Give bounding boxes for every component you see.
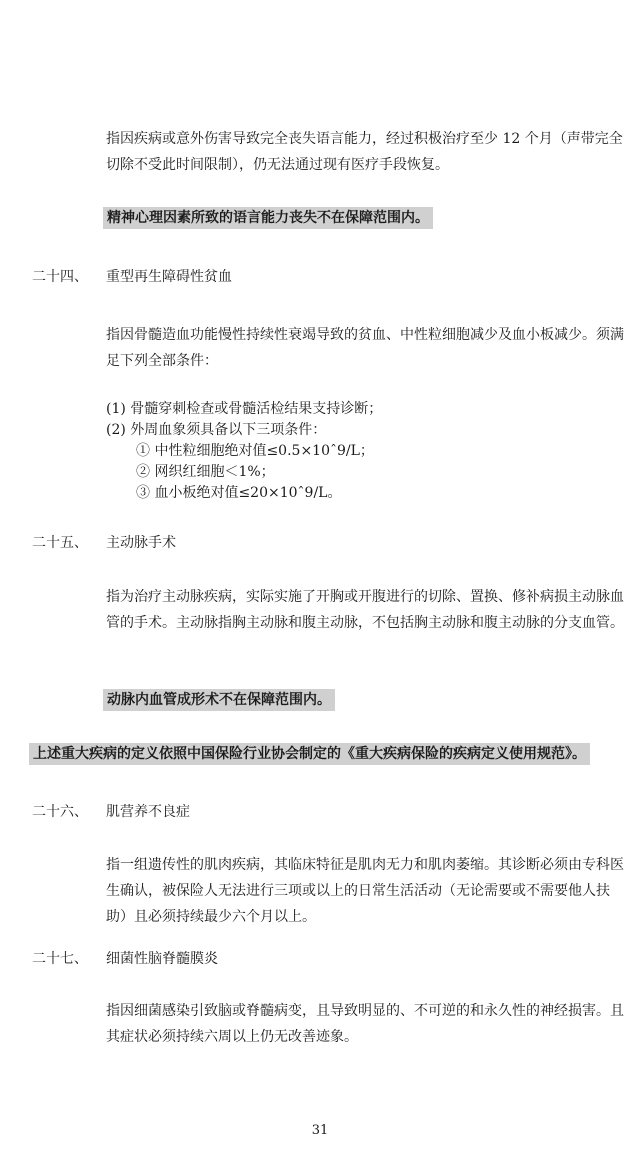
- definition-source-note: 上述重大疾病的定义依照中国保险行业协会制定的《重大疾病保险的疾病定义使用规范》。: [29, 743, 590, 765]
- section-26-number: 二十六、: [32, 804, 88, 820]
- anemia-subcondition-2: ② 网织红细胞＜1%；: [136, 464, 275, 480]
- anemia-subcondition-3: ③ 血小板绝对值≤20×10ˆ9/L。: [136, 485, 342, 501]
- meningitis-definition: 指因细菌感染引致脑或脊髓病变，且导致明显的、不可逆的和永久性的神经损害。且其症状必须持续六周以上仍无改善迹象。: [106, 1003, 624, 1045]
- anemia-condition-2: (2) 外周血象须具备以下三项条件：: [106, 422, 327, 438]
- section-27-number: 二十七、: [32, 951, 88, 967]
- speech-loss-exclusion: 精神心理因素所致的语言能力丧失不在保障范围内。: [103, 207, 433, 229]
- aorta-exclusion: 动脉内血管成形术不在保障范围内。: [103, 689, 335, 711]
- section-25-title: 主动脉手术: [106, 535, 176, 551]
- section-24-title: 重型再生障碍性贫血: [106, 269, 232, 285]
- aorta-surgery-definition: 指为治疗主动脉疾病，实际实施了开胸或开腹进行的切除、置换、修补病损主动脉血管的手术。主动脉指胸主动脉和腹主动脉，不包括胸主动脉和腹主动脉的分支血管。: [106, 589, 624, 631]
- section-24-number: 二十四、: [32, 269, 88, 285]
- speech-loss-definition: 指因疾病或意外伤害导致完全丧失语言能力，经过积极治疗至少 12 个月（声带完全切除不受此时间限制），仍无法通过现有医疗手段恢复。: [106, 131, 623, 173]
- section-25-number: 二十五、: [32, 535, 88, 551]
- anemia-definition: 指因骨髓造血功能慢性持续性衰竭导致的贫血、中性粒细胞减少及血小板减少。须满足下列全部条件：: [106, 327, 624, 369]
- anemia-condition-1: (1) 骨髓穿刺检查或骨髓活检结果支持诊断；: [106, 401, 383, 417]
- page-number: 31: [311, 1123, 329, 1138]
- section-27-title: 细菌性脑脊髓膜炎: [106, 951, 218, 967]
- muscular-dystrophy-definition: 指一组遗传性的肌肉疾病，其临床特征是肌肉无力和肌肉萎缩。其诊断必须由专科医生确认，被保险人无法进行三项或以上的日常生活活动（无论需要或不需要他人扶助）且必须持续最少六个月以上。: [106, 857, 624, 925]
- section-26-title: 肌营养不良症: [106, 804, 190, 820]
- anemia-subcondition-1: ① 中性粒细胞绝对值≤0.5×10ˆ9/L；: [136, 443, 374, 459]
